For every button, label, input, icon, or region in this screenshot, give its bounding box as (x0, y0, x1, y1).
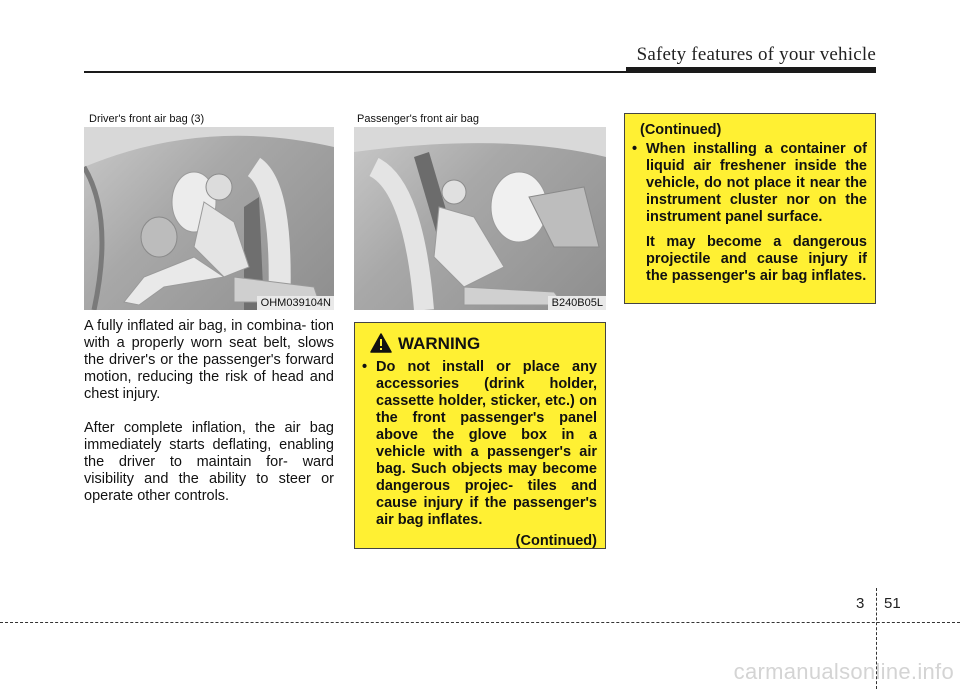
warning-bullet-item (362, 359, 597, 529)
body-paragraph-1: A fully inflated air bag, in combina- tion with a properly worn seat belt, slows the driver's or the passenger's forward motion, reducing the risk of head and chest injury. (84, 318, 334, 402)
continued-bullet-text: When installing a container of liquid air freshener inside the vehicle, do not place it near the instrument cluster nor on the instrument panel surface. (646, 141, 867, 225)
driver-airbag-illustration (84, 127, 334, 310)
continued-followup-text: It may become a dangerous projectile and cause injury if the passenger's air bag inflates. (646, 234, 867, 284)
warning-continued: (Continued) (515, 533, 597, 549)
page-number: 51 (884, 595, 901, 612)
warning-title: WARNING (398, 333, 481, 353)
header-rule-accent (626, 67, 876, 73)
passenger-figure-code: B240B05L (548, 296, 606, 310)
warning-triangle-icon (370, 333, 392, 353)
continued-bullet-item (632, 141, 867, 226)
chapter-number: 3 (856, 595, 865, 612)
driver-figure-caption: Driver's front air bag (3) (89, 113, 205, 125)
driver-airbag-drawing (84, 127, 334, 310)
continued-label: (Continued) (640, 122, 722, 138)
bullet-dot-icon: • (362, 359, 368, 375)
driver-figure-code: OHM039104N (257, 296, 334, 310)
bullet-dot-icon: • (632, 141, 638, 157)
passenger-figure-caption: Passenger's front air bag (357, 113, 479, 125)
watermark: carmanualsonline.info (733, 659, 954, 684)
passenger-airbag-illustration (354, 127, 606, 310)
warning-bullet-text: Do not install or place any accessories (drink holder, cassette holder, sticker, etc.) on the front passenger's panel above the glove box in a vehicle with a passenger's air bag. Such objects may become dangerous projec- tiles and cause injury if the passenger's air bag inflates. (376, 359, 597, 528)
footer-rule (0, 622, 960, 623)
body-paragraph-2: After complete inflation, the air bag immediately starts deflating, enabling the driver to maintain for- ward visibility and the ability to steer or operate other controls. (84, 420, 334, 504)
section-title: Safety features of your vehicle (636, 44, 876, 65)
warning-box (354, 322, 606, 549)
body-text (84, 318, 334, 522)
warning-header (370, 333, 597, 353)
passenger-airbag-drawing (354, 127, 606, 310)
continued-warning-box (624, 113, 876, 304)
